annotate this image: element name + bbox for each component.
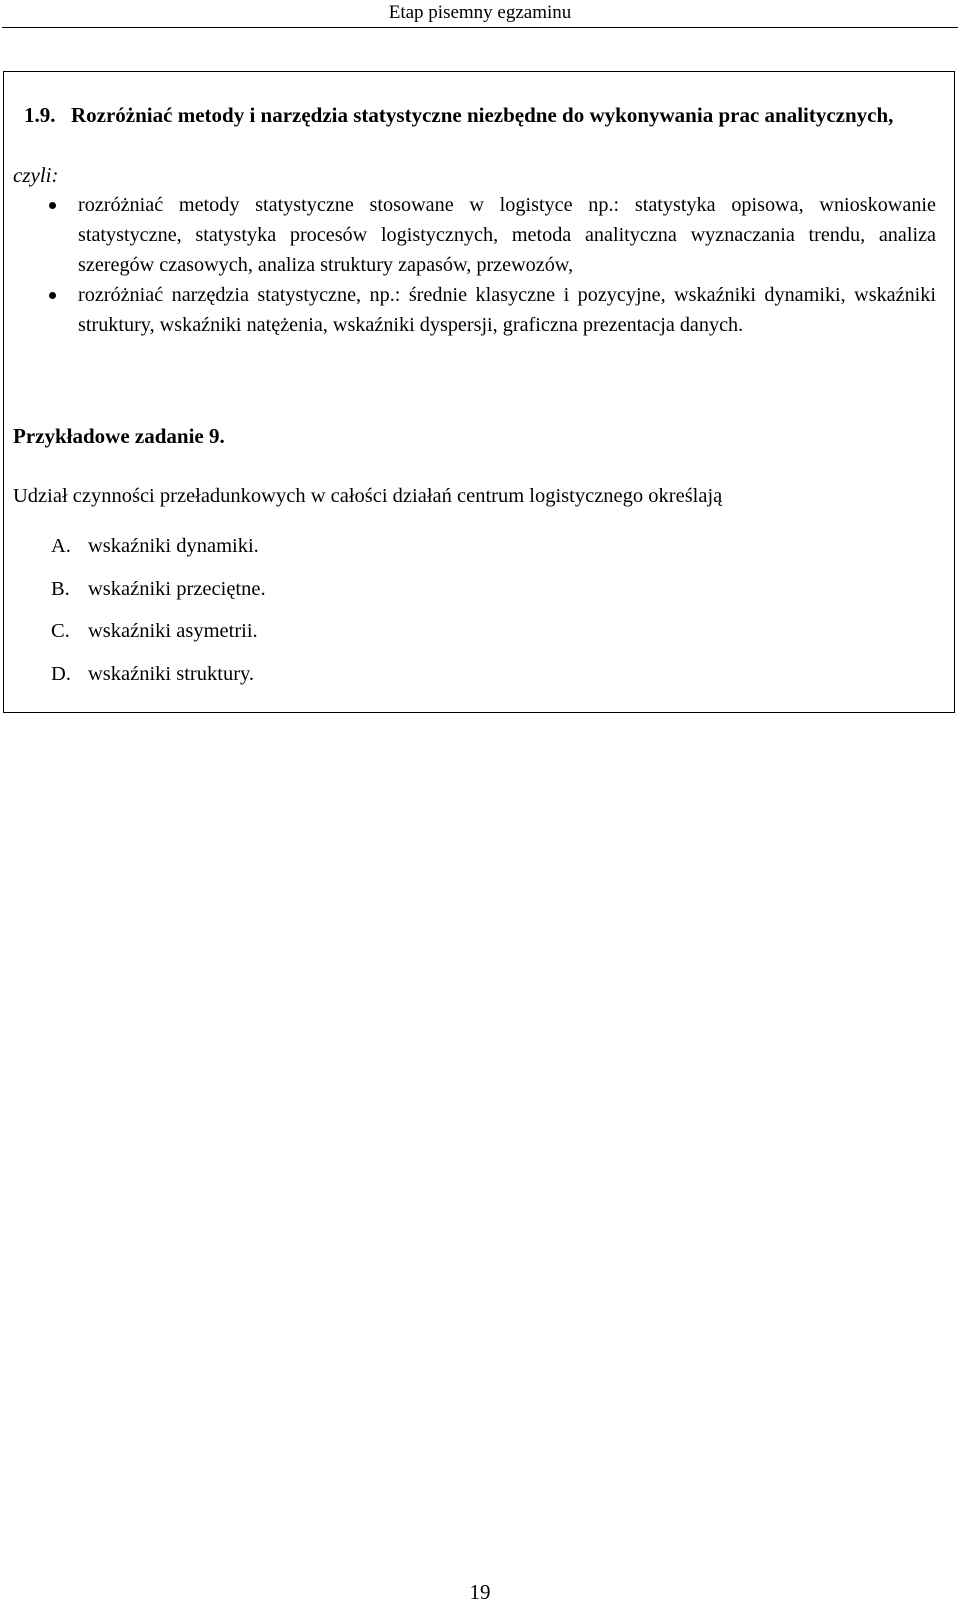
skills-list <box>4 190 956 340</box>
list-item <box>4 190 956 280</box>
section-intro: czyli: <box>13 163 59 187</box>
answer-option-b[interactable] <box>51 568 266 611</box>
answer-text: wskaźniki przeciętne. <box>88 577 266 600</box>
answer-letter: D. <box>51 662 71 685</box>
task-heading: Przykładowe zadanie 9. <box>13 424 225 448</box>
answer-option-d[interactable] <box>51 653 266 696</box>
answer-text: wskaźniki asymetrii. <box>88 620 258 642</box>
answer-option-a[interactable] <box>51 525 266 568</box>
answer-text: wskaźniki struktury. <box>88 662 255 685</box>
answer-text: wskaźniki dynamiki. <box>88 535 259 557</box>
task-question: Udział czynności przeładunkowych w całości działań centrum logistycznego określają <box>13 485 723 507</box>
bullet-icon <box>49 292 56 299</box>
bullet-icon <box>49 202 56 209</box>
answer-letter: B. <box>51 577 70 600</box>
running-header: Etap pisemny egzaminu <box>388 2 572 23</box>
list-item <box>4 280 956 340</box>
answer-options <box>51 525 266 695</box>
section-title: Rozróżniać metody i narzędzia statystyczne niezbędne do wykonywania prac analitycznych, <box>71 103 894 127</box>
header-divider <box>2 27 958 28</box>
section-number: 1.9. <box>24 103 56 127</box>
page-number: 19 <box>469 1580 491 1604</box>
section-heading <box>24 100 914 131</box>
answer-option-c[interactable] <box>51 610 266 653</box>
content-box <box>3 71 955 713</box>
answer-letter: C. <box>51 620 70 642</box>
list-item-text: rozróżniać narzędzia statystyczne, np.: średnie klasyczne i pozycyjne, wskaźniki dynamiki, wskaźniki struktury, wskaźniki natężenia, wskaźniki dyspersji, graficzna prezentacja danych. <box>78 284 936 336</box>
list-item-text: rozróżniać metody statystyczne stosowane w logistyce np.: statystyka opisowa, wnioskowanie statystyczne, statystyka procesów logistycznych, metoda analityczna wyznaczania trendu, analiza szeregów czasowych, analiza struktury zapasów, przewozów, <box>78 194 936 276</box>
answer-letter: A. <box>51 535 71 557</box>
